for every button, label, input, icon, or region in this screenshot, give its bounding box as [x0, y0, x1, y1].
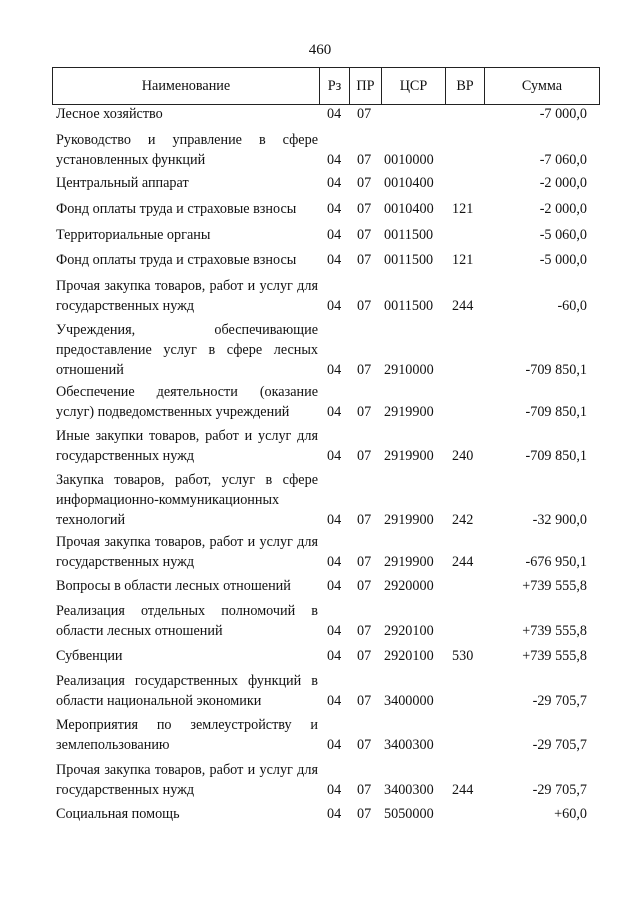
row-csr: 2919900	[384, 404, 434, 420]
row-sum: +739 555,8	[522, 648, 587, 664]
table-row	[0, 532, 640, 572]
row-csr: 3400000	[384, 693, 434, 709]
row-csr: 2920000	[384, 578, 434, 594]
header-name: Наименование	[52, 68, 319, 104]
row-name: Вопросы в области лесных отношений	[56, 578, 291, 594]
row-rz: 04	[327, 578, 342, 594]
row-vr: 121	[452, 201, 474, 217]
row-rz: 04	[327, 362, 342, 378]
table-row	[0, 130, 640, 170]
header-vr: ВР	[445, 68, 484, 104]
row-sum: -709 850,1	[525, 362, 587, 378]
row-pr: 07	[357, 298, 372, 314]
row-pr: 07	[357, 404, 372, 420]
row-name: Социальная помощь	[56, 806, 180, 822]
row-pr: 07	[357, 806, 372, 822]
row-name: Мероприятия по землеустройству и землепользованию	[56, 717, 318, 753]
row-rz: 04	[327, 554, 342, 570]
row-name: Прочая закупка товаров, работ и услуг для государственных нужд	[56, 278, 318, 314]
table-row	[0, 173, 640, 193]
row-csr: 2910000	[384, 362, 434, 378]
row-name: Реализация государственных функций в области национальной экономики	[56, 673, 318, 709]
row-pr: 07	[357, 201, 372, 217]
row-rz: 04	[327, 201, 342, 217]
row-rz: 04	[327, 152, 342, 168]
row-rz: 04	[327, 782, 342, 798]
row-rz: 04	[327, 175, 342, 191]
row-vr: 121	[452, 252, 474, 268]
table-row	[0, 382, 640, 422]
row-csr: 2920100	[384, 623, 434, 639]
table-row	[0, 671, 640, 711]
row-pr: 07	[357, 554, 372, 570]
row-rz: 04	[327, 737, 342, 753]
row-vr: 242	[452, 512, 474, 528]
header-rz: Рз	[319, 68, 349, 104]
row-csr: 5050000	[384, 806, 434, 822]
row-sum: -2 000,0	[539, 175, 587, 191]
row-pr: 07	[357, 578, 372, 594]
row-rz: 04	[327, 252, 342, 268]
row-pr: 07	[357, 623, 372, 639]
row-pr: 07	[357, 648, 372, 664]
table-row	[0, 276, 640, 316]
row-pr: 07	[357, 693, 372, 709]
row-csr: 0011500	[384, 252, 434, 268]
row-sum: -5 060,0	[539, 227, 587, 243]
table-row	[0, 426, 640, 466]
row-sum: -60,0	[557, 298, 587, 314]
row-name: Фонд оплаты труда и страховые взносы	[56, 252, 297, 268]
row-name: Территориальные органы	[56, 227, 211, 243]
row-csr: 2919900	[384, 512, 434, 528]
table-row	[0, 320, 640, 380]
header-csr: ЦСР	[381, 68, 445, 104]
row-vr: 530	[452, 648, 474, 664]
row-csr: 0010400	[384, 175, 434, 191]
row-pr: 07	[357, 152, 372, 168]
row-vr: 244	[452, 782, 474, 798]
row-rz: 04	[327, 648, 342, 664]
row-pr: 07	[357, 252, 372, 268]
row-sum: -7 060,0	[539, 152, 587, 168]
row-name: Закупка товаров, работ, услуг в сфере информационно-коммуникационных технологий	[56, 472, 318, 528]
row-sum: -5 000,0	[539, 252, 587, 268]
row-rz: 04	[327, 298, 342, 314]
row-name: Субвенции	[56, 648, 123, 664]
row-sum: -29 705,7	[532, 782, 587, 798]
row-csr: 2920100	[384, 648, 434, 664]
row-csr: 2919900	[384, 554, 434, 570]
table-row	[0, 104, 640, 124]
table-row	[0, 576, 640, 596]
table-row	[0, 760, 640, 800]
row-name: Обеспечение деятельности (оказание услуг) подведомственных учреждений	[56, 384, 318, 420]
table-header	[52, 67, 600, 105]
row-rz: 04	[327, 693, 342, 709]
row-name: Руководство и управление в сфере установленных функций	[56, 132, 318, 168]
row-vr: 244	[452, 298, 474, 314]
row-csr: 0011500	[384, 227, 434, 243]
header-sum: Сумма	[484, 68, 600, 104]
table-row	[0, 225, 640, 245]
row-rz: 04	[327, 512, 342, 528]
row-pr: 07	[357, 512, 372, 528]
table-row	[0, 804, 640, 824]
row-name: Прочая закупка товаров, работ и услуг для государственных нужд	[56, 534, 318, 570]
row-vr: 240	[452, 448, 474, 464]
row-sum: -709 850,1	[525, 448, 587, 464]
row-csr: 2919900	[384, 448, 434, 464]
row-rz: 04	[327, 404, 342, 420]
row-name: Иные закупки товаров, работ и услуг для государственных нужд	[56, 428, 318, 464]
row-sum: -32 900,0	[532, 512, 587, 528]
row-rz: 04	[327, 448, 342, 464]
row-rz: 04	[327, 806, 342, 822]
row-pr: 07	[357, 737, 372, 753]
table-row	[0, 250, 640, 270]
row-sum: -7 000,0	[539, 106, 587, 122]
row-sum: -29 705,7	[532, 737, 587, 753]
row-pr: 07	[357, 175, 372, 191]
row-name: Прочая закупка товаров, работ и услуг для государственных нужд	[56, 762, 318, 798]
row-sum: -2 000,0	[539, 201, 587, 217]
row-rz: 04	[327, 623, 342, 639]
row-sum: +739 555,8	[522, 623, 587, 639]
row-pr: 07	[357, 227, 372, 243]
table-row	[0, 199, 640, 219]
row-name: Лесное хозяйство	[56, 106, 163, 122]
row-csr: 0011500	[384, 298, 434, 314]
row-name: Фонд оплаты труда и страховые взносы	[56, 201, 297, 217]
table-row	[0, 470, 640, 530]
row-pr: 07	[357, 362, 372, 378]
row-rz: 04	[327, 106, 342, 122]
table-row	[0, 646, 640, 666]
row-pr: 07	[357, 782, 372, 798]
row-csr: 0010400	[384, 201, 434, 217]
page-number: 460	[308, 42, 332, 58]
row-sum: +60,0	[554, 806, 587, 822]
row-csr: 0010000	[384, 152, 434, 168]
row-rz: 04	[327, 227, 342, 243]
row-name: Реализация отдельных полномочий в области лесных отношений	[56, 603, 318, 639]
header-pr: ПР	[349, 68, 381, 104]
row-sum: +739 555,8	[522, 578, 587, 594]
row-csr: 3400300	[384, 782, 434, 798]
table-row	[0, 715, 640, 755]
row-csr: 3400300	[384, 737, 434, 753]
row-vr: 244	[452, 554, 474, 570]
row-pr: 07	[357, 448, 372, 464]
row-name: Учреждения, обеспечивающие предоставление услуг в сфере лесных отношений	[56, 322, 318, 378]
row-sum: -29 705,7	[532, 693, 587, 709]
row-sum: -676 950,1	[525, 554, 587, 570]
table-row	[0, 601, 640, 641]
row-pr: 07	[357, 106, 372, 122]
row-name: Центральный аппарат	[56, 175, 189, 191]
row-sum: -709 850,1	[525, 404, 587, 420]
